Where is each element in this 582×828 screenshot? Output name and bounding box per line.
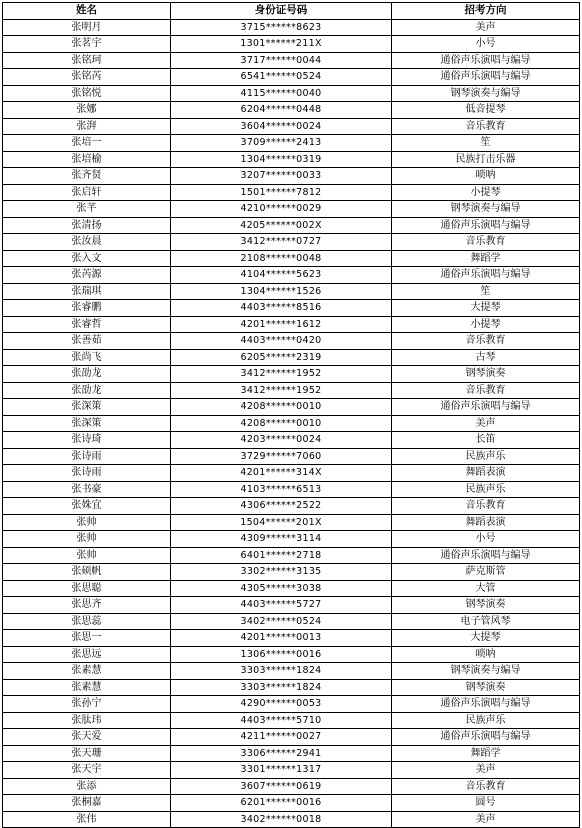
cell-major: 钢琴演奏与编导 bbox=[392, 663, 580, 680]
cell-name: 张天爱 bbox=[3, 729, 171, 746]
cell-id: 6401******2718 bbox=[171, 547, 392, 564]
table-row bbox=[3, 432, 580, 449]
table-row bbox=[3, 745, 580, 762]
cell-major: 通俗声乐演唱与编导 bbox=[392, 267, 580, 284]
cell-name: 张睿鹏 bbox=[3, 300, 171, 317]
cell-id: 4205******002X bbox=[171, 217, 392, 234]
table-row bbox=[3, 729, 580, 746]
cell-name: 张睿哲 bbox=[3, 316, 171, 333]
cell-major: 大管 bbox=[392, 580, 580, 597]
cell-id: 3402******0018 bbox=[171, 811, 392, 828]
cell-major: 通俗声乐演唱与编导 bbox=[392, 69, 580, 86]
cell-name: 张思齐 bbox=[3, 597, 171, 614]
cell-name: 张茗宇 bbox=[3, 36, 171, 53]
header-row bbox=[3, 3, 580, 20]
table-row bbox=[3, 712, 580, 729]
cell-id: 1501******7812 bbox=[171, 184, 392, 201]
cell-id: 6201******0016 bbox=[171, 795, 392, 812]
cell-name: 张培一 bbox=[3, 135, 171, 152]
cell-major: 萨克斯管 bbox=[392, 564, 580, 581]
cell-id: 3402******0524 bbox=[171, 613, 392, 630]
table-row bbox=[3, 679, 580, 696]
cell-name: 张善茹 bbox=[3, 333, 171, 350]
header-id: 身份证号码 bbox=[171, 3, 392, 20]
table-row bbox=[3, 36, 580, 53]
cell-name: 张清扬 bbox=[3, 217, 171, 234]
cell-name: 张深策 bbox=[3, 415, 171, 432]
table-row bbox=[3, 85, 580, 102]
cell-major: 音乐教育 bbox=[392, 778, 580, 795]
cell-id: 4290******0053 bbox=[171, 696, 392, 713]
cell-major: 民族声乐 bbox=[392, 448, 580, 465]
cell-major: 民族声乐 bbox=[392, 481, 580, 498]
cell-id: 4115******0040 bbox=[171, 85, 392, 102]
cell-name: 张帅 bbox=[3, 514, 171, 531]
cell-major: 笙 bbox=[392, 135, 580, 152]
cell-id: 4309******3114 bbox=[171, 531, 392, 548]
table-row bbox=[3, 366, 580, 383]
cell-major: 通俗声乐演唱与编导 bbox=[392, 547, 580, 564]
cell-major: 古琴 bbox=[392, 349, 580, 366]
cell-major: 舞蹈表演 bbox=[392, 465, 580, 482]
cell-id: 3303******1824 bbox=[171, 679, 392, 696]
table-row bbox=[3, 52, 580, 69]
table-row bbox=[3, 168, 580, 185]
cell-id: 4208******0010 bbox=[171, 415, 392, 432]
cell-name: 张帅 bbox=[3, 531, 171, 548]
cell-id: 4403******8516 bbox=[171, 300, 392, 317]
cell-name: 张劭龙 bbox=[3, 382, 171, 399]
table-row bbox=[3, 217, 580, 234]
cell-major: 唢呐 bbox=[392, 168, 580, 185]
table-row bbox=[3, 481, 580, 498]
table-row bbox=[3, 234, 580, 251]
table-row bbox=[3, 184, 580, 201]
table-row bbox=[3, 811, 580, 828]
cell-major: 舞蹈表演 bbox=[392, 514, 580, 531]
table-row bbox=[3, 382, 580, 399]
table-row bbox=[3, 630, 580, 647]
cell-id: 3604******0024 bbox=[171, 118, 392, 135]
cell-id: 3207******0033 bbox=[171, 168, 392, 185]
cell-major: 通俗声乐演唱与编导 bbox=[392, 696, 580, 713]
cell-id: 6205******2319 bbox=[171, 349, 392, 366]
table-row bbox=[3, 580, 580, 597]
cell-major: 钢琴演奏 bbox=[392, 679, 580, 696]
candidate-table bbox=[2, 2, 580, 828]
table-row bbox=[3, 564, 580, 581]
cell-major: 舞蹈学 bbox=[392, 745, 580, 762]
cell-major: 大提琴 bbox=[392, 630, 580, 647]
cell-name: 张添 bbox=[3, 778, 171, 795]
cell-major: 通俗声乐演唱与编导 bbox=[392, 399, 580, 416]
cell-name: 张诗雨 bbox=[3, 448, 171, 465]
cell-major: 美声 bbox=[392, 415, 580, 432]
cell-major: 美声 bbox=[392, 19, 580, 36]
cell-name: 张诗雨 bbox=[3, 465, 171, 482]
cell-name: 张齐贤 bbox=[3, 168, 171, 185]
cell-major: 小号 bbox=[392, 531, 580, 548]
table-body bbox=[3, 19, 580, 828]
cell-major: 美声 bbox=[392, 762, 580, 779]
cell-major: 小提琴 bbox=[392, 184, 580, 201]
cell-id: 3306******2941 bbox=[171, 745, 392, 762]
cell-id: 4306******2522 bbox=[171, 498, 392, 515]
cell-name: 张铭芮 bbox=[3, 69, 171, 86]
cell-name: 张诗琦 bbox=[3, 432, 171, 449]
cell-id: 3412******1952 bbox=[171, 382, 392, 399]
table-row bbox=[3, 465, 580, 482]
table-row bbox=[3, 333, 580, 350]
table-row bbox=[3, 597, 580, 614]
cell-major: 笙 bbox=[392, 283, 580, 300]
header-name: 姓名 bbox=[3, 3, 171, 20]
cell-major: 钢琴演奏与编导 bbox=[392, 201, 580, 218]
cell-name: 张硕帆 bbox=[3, 564, 171, 581]
cell-name: 张芊 bbox=[3, 201, 171, 218]
cell-name: 张肽玮 bbox=[3, 712, 171, 729]
cell-name: 张思聪 bbox=[3, 580, 171, 597]
table-row bbox=[3, 514, 580, 531]
table-row bbox=[3, 19, 580, 36]
cell-name: 张入文 bbox=[3, 250, 171, 267]
cell-id: 4103******6513 bbox=[171, 481, 392, 498]
cell-id: 1301******211X bbox=[171, 36, 392, 53]
cell-major: 舞蹈学 bbox=[392, 250, 580, 267]
cell-id: 4201******0013 bbox=[171, 630, 392, 647]
cell-major: 钢琴演奏 bbox=[392, 366, 580, 383]
cell-major: 通俗声乐演唱与编导 bbox=[392, 217, 580, 234]
cell-id: 4208******0010 bbox=[171, 399, 392, 416]
cell-major: 音乐教育 bbox=[392, 118, 580, 135]
cell-name: 张伟 bbox=[3, 811, 171, 828]
cell-id: 4211******0027 bbox=[171, 729, 392, 746]
table-row bbox=[3, 300, 580, 317]
table-row bbox=[3, 283, 580, 300]
table-row bbox=[3, 778, 580, 795]
cell-name: 张素慧 bbox=[3, 663, 171, 680]
cell-id: 4305******3038 bbox=[171, 580, 392, 597]
cell-id: 4403******5710 bbox=[171, 712, 392, 729]
cell-id: 3412******0727 bbox=[171, 234, 392, 251]
cell-major: 圆号 bbox=[392, 795, 580, 812]
cell-id: 4403******0420 bbox=[171, 333, 392, 350]
cell-name: 张铭珂 bbox=[3, 52, 171, 69]
cell-name: 张启轩 bbox=[3, 184, 171, 201]
table-row bbox=[3, 762, 580, 779]
cell-major: 电子管风琴 bbox=[392, 613, 580, 630]
cell-name: 张娜 bbox=[3, 102, 171, 119]
cell-major: 小号 bbox=[392, 36, 580, 53]
cell-id: 4201******1612 bbox=[171, 316, 392, 333]
table-row bbox=[3, 151, 580, 168]
table-row bbox=[3, 415, 580, 432]
cell-major: 音乐教育 bbox=[392, 382, 580, 399]
cell-id: 3301******1317 bbox=[171, 762, 392, 779]
cell-name: 张思远 bbox=[3, 646, 171, 663]
cell-id: 1304******0319 bbox=[171, 151, 392, 168]
table-row bbox=[3, 399, 580, 416]
cell-id: 6541******0524 bbox=[171, 69, 392, 86]
cell-major: 小提琴 bbox=[392, 316, 580, 333]
cell-name: 张湃 bbox=[3, 118, 171, 135]
cell-id: 1306******0016 bbox=[171, 646, 392, 663]
cell-id: 3729******7060 bbox=[171, 448, 392, 465]
table-row bbox=[3, 267, 580, 284]
cell-name: 张思蕊 bbox=[3, 613, 171, 630]
cell-name: 张瑞琪 bbox=[3, 283, 171, 300]
table-row bbox=[3, 613, 580, 630]
cell-id: 4203******0024 bbox=[171, 432, 392, 449]
cell-id: 1504******201X bbox=[171, 514, 392, 531]
cell-major: 大提琴 bbox=[392, 300, 580, 317]
cell-name: 张孙宁 bbox=[3, 696, 171, 713]
cell-id: 3412******1952 bbox=[171, 366, 392, 383]
table-row bbox=[3, 102, 580, 119]
cell-id: 4403******5727 bbox=[171, 597, 392, 614]
cell-major: 钢琴演奏与编导 bbox=[392, 85, 580, 102]
cell-name: 张培榆 bbox=[3, 151, 171, 168]
cell-id: 4104******5623 bbox=[171, 267, 392, 284]
table-row bbox=[3, 696, 580, 713]
table-row bbox=[3, 498, 580, 515]
cell-name: 张劭龙 bbox=[3, 366, 171, 383]
table-row bbox=[3, 448, 580, 465]
table-row bbox=[3, 646, 580, 663]
cell-major: 唢呐 bbox=[392, 646, 580, 663]
cell-name: 张素慧 bbox=[3, 679, 171, 696]
cell-name: 张天珊 bbox=[3, 745, 171, 762]
cell-id: 3709******2413 bbox=[171, 135, 392, 152]
cell-id: 4210******0029 bbox=[171, 201, 392, 218]
cell-id: 3607******0619 bbox=[171, 778, 392, 795]
cell-id: 6204******0448 bbox=[171, 102, 392, 119]
table-row bbox=[3, 201, 580, 218]
cell-major: 音乐教育 bbox=[392, 498, 580, 515]
cell-name: 张深策 bbox=[3, 399, 171, 416]
table-row bbox=[3, 795, 580, 812]
cell-name: 张明月 bbox=[3, 19, 171, 36]
table-row bbox=[3, 349, 580, 366]
header-major: 招考方向 bbox=[392, 3, 580, 20]
table-row bbox=[3, 250, 580, 267]
cell-id: 3717******0044 bbox=[171, 52, 392, 69]
cell-name: 张汝晨 bbox=[3, 234, 171, 251]
cell-major: 低音提琴 bbox=[392, 102, 580, 119]
cell-major: 通俗声乐演唱与编导 bbox=[392, 729, 580, 746]
table-row bbox=[3, 316, 580, 333]
cell-id: 1304******1526 bbox=[171, 283, 392, 300]
cell-major: 民族声乐 bbox=[392, 712, 580, 729]
cell-name: 张天宇 bbox=[3, 762, 171, 779]
cell-major: 音乐教育 bbox=[392, 333, 580, 350]
cell-id: 3302******3135 bbox=[171, 564, 392, 581]
cell-id: 4201******314X bbox=[171, 465, 392, 482]
cell-major: 通俗声乐演唱与编导 bbox=[392, 52, 580, 69]
table-row bbox=[3, 69, 580, 86]
cell-major: 钢琴演奏 bbox=[392, 597, 580, 614]
cell-name: 张帅 bbox=[3, 547, 171, 564]
table-row bbox=[3, 531, 580, 548]
cell-name: 张芮源 bbox=[3, 267, 171, 284]
cell-major: 美声 bbox=[392, 811, 580, 828]
table-row bbox=[3, 118, 580, 135]
cell-name: 张尚飞 bbox=[3, 349, 171, 366]
table-row bbox=[3, 547, 580, 564]
table-row bbox=[3, 135, 580, 152]
cell-id: 3303******1824 bbox=[171, 663, 392, 680]
cell-id: 3715******8623 bbox=[171, 19, 392, 36]
cell-id: 2108******0048 bbox=[171, 250, 392, 267]
cell-name: 张书豪 bbox=[3, 481, 171, 498]
cell-name: 张思一 bbox=[3, 630, 171, 647]
table-row bbox=[3, 663, 580, 680]
cell-major: 长笛 bbox=[392, 432, 580, 449]
cell-name: 张铭悦 bbox=[3, 85, 171, 102]
cell-major: 音乐教育 bbox=[392, 234, 580, 251]
cell-name: 张桐嘉 bbox=[3, 795, 171, 812]
cell-name: 张姝宜 bbox=[3, 498, 171, 515]
cell-major: 民族打击乐器 bbox=[392, 151, 580, 168]
